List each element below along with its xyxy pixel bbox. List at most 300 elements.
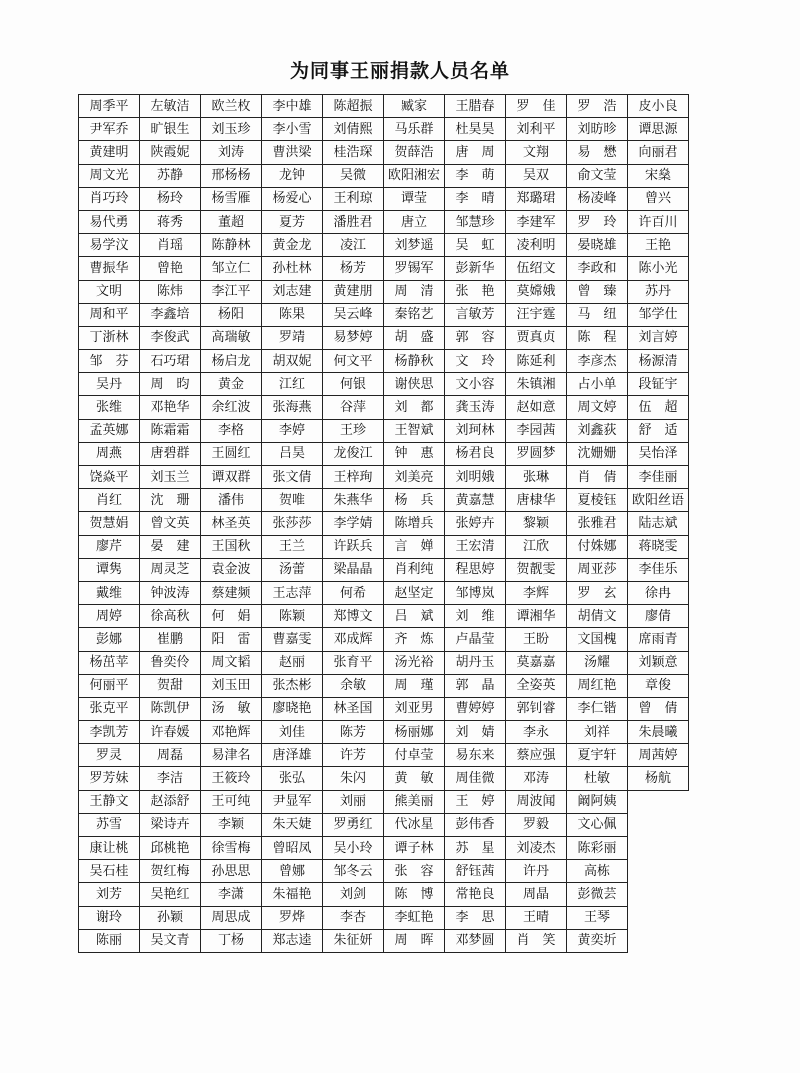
- name-cell: 向丽君: [628, 141, 689, 164]
- name-cell: 汪宇霆: [506, 303, 567, 326]
- table-row: [79, 628, 689, 651]
- name-cell: 潘伟: [201, 489, 262, 512]
- name-cell: 周文光: [79, 164, 140, 187]
- name-cell: 孙杜林: [262, 257, 323, 280]
- name-cell: 莫嫦娥: [506, 280, 567, 303]
- name-cell: 皮小良: [628, 95, 689, 118]
- name-cell: 张克平: [79, 697, 140, 720]
- name-cell: 赵添舒: [140, 790, 201, 813]
- name-cell: 廖芹: [79, 535, 140, 558]
- name-cell: 曹洪梁: [262, 141, 323, 164]
- name-cell: 唐碧群: [140, 442, 201, 465]
- name-cell: 张雅君: [567, 512, 628, 535]
- name-cell: 曾 臻: [567, 280, 628, 303]
- name-cell: 李俊武: [140, 326, 201, 349]
- name-cell: 舒钰茜: [445, 860, 506, 883]
- name-cell: 刘美亮: [384, 466, 445, 489]
- name-cell: 江欣: [506, 535, 567, 558]
- name-cell: 陈颖: [262, 605, 323, 628]
- name-cell: 宋燊: [628, 164, 689, 187]
- table-row: [79, 558, 689, 581]
- table-row: [79, 651, 689, 674]
- name-cell: 陈彩丽: [567, 837, 628, 860]
- name-cell: 张弘: [262, 767, 323, 790]
- name-cell: 何希: [323, 581, 384, 604]
- name-cell: 章俊: [628, 674, 689, 697]
- name-cell: 龙俊江: [323, 442, 384, 465]
- name-cell: 罗 玲: [567, 210, 628, 233]
- name-cell: 唐立: [384, 210, 445, 233]
- name-cell: 李鑫培: [140, 303, 201, 326]
- name-cell: 秦铭艺: [384, 303, 445, 326]
- name-cell: 曾娜: [262, 860, 323, 883]
- name-cell: 杨阳: [201, 303, 262, 326]
- name-cell: 李建军: [506, 210, 567, 233]
- table-row: [79, 883, 689, 906]
- table-row: [79, 442, 689, 465]
- name-cell: 汤光裕: [384, 651, 445, 674]
- name-cell: 陈延利: [506, 350, 567, 373]
- name-cell: 晏晓雄: [567, 234, 628, 257]
- name-cell: 蔡应强: [506, 744, 567, 767]
- name-cell: 言 婵: [384, 535, 445, 558]
- name-cell: 文小容: [445, 373, 506, 396]
- table-row: [79, 257, 689, 280]
- name-cell: 陈增兵: [384, 512, 445, 535]
- name-cell: 尹军乔: [79, 118, 140, 141]
- name-cell: 夏芳: [262, 210, 323, 233]
- name-cell: 杨茁苹: [79, 651, 140, 674]
- name-cell: 张 艳: [445, 280, 506, 303]
- name-cell: 易学汶: [79, 234, 140, 257]
- name-cell: 石巧珺: [140, 350, 201, 373]
- name-cell: 肖 笑: [506, 929, 567, 952]
- name-cell: 沈 珊: [140, 489, 201, 512]
- table-row: [79, 721, 689, 744]
- name-cell: 陈丽: [79, 929, 140, 952]
- name-cell: 丁杨: [201, 929, 262, 952]
- name-cell: 周波闻: [506, 790, 567, 813]
- name-cell: 陈静林: [201, 234, 262, 257]
- name-cell: 周佳微: [445, 767, 506, 790]
- name-cell: 朱福艳: [262, 883, 323, 906]
- name-cell: 邓成辉: [323, 628, 384, 651]
- name-cell: 杨芳: [323, 257, 384, 280]
- name-cell: 徐高秋: [140, 605, 201, 628]
- name-cell: 何 娟: [201, 605, 262, 628]
- name-cell: 俞文莹: [567, 164, 628, 187]
- name-cell: 文心佩: [567, 813, 628, 836]
- name-cell: 陈炜: [140, 280, 201, 303]
- name-cell: 肖利纯: [384, 558, 445, 581]
- name-cell: 朱征妍: [323, 929, 384, 952]
- name-cell: 胡丹玉: [445, 651, 506, 674]
- name-cell: 王兰: [262, 535, 323, 558]
- name-cell: 彭伟香: [445, 813, 506, 836]
- name-cell: 王晴: [506, 906, 567, 929]
- table-row: [79, 906, 689, 929]
- name-cell: 刘 都: [384, 396, 445, 419]
- name-cell: 龙钟: [262, 164, 323, 187]
- table-row: [79, 512, 689, 535]
- name-cell: 刘珂林: [445, 419, 506, 442]
- name-cell: 周 清: [384, 280, 445, 303]
- name-cell: 刘玉田: [201, 674, 262, 697]
- name-cell: 王琴: [567, 906, 628, 929]
- name-cell: 李政和: [567, 257, 628, 280]
- name-cell: 周燕: [79, 442, 140, 465]
- name-cell: 郭 晶: [445, 674, 506, 697]
- name-cell: 李杏: [323, 906, 384, 929]
- name-cell: 李辉: [506, 581, 567, 604]
- name-cell: 欧阳湘宏: [384, 164, 445, 187]
- name-cell: 曾昭凤: [262, 837, 323, 860]
- name-cell: 陈 博: [384, 883, 445, 906]
- name-cell: 李江平: [201, 280, 262, 303]
- name-cell: 罗锡军: [384, 257, 445, 280]
- name-cell: 王 婷: [445, 790, 506, 813]
- name-cell: 孙颖: [140, 906, 201, 929]
- name-cell: 杨静秋: [384, 350, 445, 373]
- name-cell: 廖倩: [628, 605, 689, 628]
- name-cell: 崔鹏: [140, 628, 201, 651]
- name-cell: 周文婷: [567, 396, 628, 419]
- name-cell: 谢侠思: [384, 373, 445, 396]
- name-cell: 高栋: [567, 860, 628, 883]
- table-row: [79, 350, 689, 373]
- name-cell: 唐棣华: [506, 489, 567, 512]
- empty-cell: [628, 929, 689, 952]
- name-cell: 何文平: [323, 350, 384, 373]
- name-cell: 郑璐珺: [506, 187, 567, 210]
- name-cell: 舒 适: [628, 419, 689, 442]
- name-cell: 左敏洁: [140, 95, 201, 118]
- name-cell: 康让桃: [79, 837, 140, 860]
- name-cell: 杨 兵: [384, 489, 445, 512]
- name-cell: 李格: [201, 419, 262, 442]
- table-row: [79, 674, 689, 697]
- table-row: [79, 210, 689, 233]
- name-cell: 戴维: [79, 581, 140, 604]
- name-cell: 王志萍: [262, 581, 323, 604]
- name-cell: 杜昊昊: [445, 118, 506, 141]
- name-cell: 肖瑶: [140, 234, 201, 257]
- name-cell: 熊美丽: [384, 790, 445, 813]
- name-cell: 李凯芳: [79, 721, 140, 744]
- name-cell: 何银: [323, 373, 384, 396]
- empty-cell: [628, 883, 689, 906]
- name-cell: 沈姗姗: [567, 442, 628, 465]
- name-cell: 刘芳: [79, 883, 140, 906]
- name-cell: 钟 惠: [384, 442, 445, 465]
- name-cell: 文翔: [506, 141, 567, 164]
- name-cell: 罗 玄: [567, 581, 628, 604]
- name-cell: 言敏芳: [445, 303, 506, 326]
- name-cell: 罗圆梦: [506, 442, 567, 465]
- name-cell: 黄金龙: [262, 234, 323, 257]
- name-cell: 许跃兵: [323, 535, 384, 558]
- name-cell: 陕霞妮: [140, 141, 201, 164]
- name-cell: 刘丽: [323, 790, 384, 813]
- name-cell: 邱桃艳: [140, 837, 201, 860]
- name-cell: 李彦杰: [567, 350, 628, 373]
- name-cell: 付卓莹: [384, 744, 445, 767]
- name-cell: 马 纽: [567, 303, 628, 326]
- table-row: [79, 396, 689, 419]
- table-row: [79, 118, 689, 141]
- table-row: [79, 929, 689, 952]
- document-title: 为同事王丽捐款人员名单: [289, 60, 510, 82]
- name-cell: 杨雪雁: [201, 187, 262, 210]
- name-cell: 周 瑾: [384, 674, 445, 697]
- name-cell: 郑博文: [323, 605, 384, 628]
- name-cell: 周红艳: [567, 674, 628, 697]
- name-cell: 黎颖: [506, 512, 567, 535]
- name-cell: 李园茜: [506, 419, 567, 442]
- table-row: [79, 95, 689, 118]
- name-cell: 杨启龙: [201, 350, 262, 373]
- name-cell: 苏雪: [79, 813, 140, 836]
- name-cell: 欧兰枚: [201, 95, 262, 118]
- name-cell: 周灵芝: [140, 558, 201, 581]
- name-cell: 罗烨: [262, 906, 323, 929]
- name-cell: 彭微芸: [567, 883, 628, 906]
- name-cell: 邹学仕: [628, 303, 689, 326]
- name-cell: 杨君良: [445, 442, 506, 465]
- name-cell: 席雨青: [628, 628, 689, 651]
- name-cell: 王盼: [506, 628, 567, 651]
- name-cell: 李颖: [201, 813, 262, 836]
- name-cell: 汤蕾: [262, 558, 323, 581]
- table-row: [79, 860, 689, 883]
- name-cell: 王利琼: [323, 187, 384, 210]
- name-cell: 易津名: [201, 744, 262, 767]
- name-cell: 赵如意: [506, 396, 567, 419]
- name-cell: 欧阳丝语: [628, 489, 689, 512]
- name-cell: 齐 炼: [384, 628, 445, 651]
- name-cell: 罗靖: [262, 326, 323, 349]
- name-cell: 李佳乐: [628, 558, 689, 581]
- name-cell: 刘言婷: [628, 326, 689, 349]
- name-cell: 罗芳妹: [79, 767, 140, 790]
- name-cell: 袁金波: [201, 558, 262, 581]
- name-cell: 吴艳红: [140, 883, 201, 906]
- name-cell: 罗 佳: [506, 95, 567, 118]
- name-cell: 易 懋: [567, 141, 628, 164]
- name-cell: 刘 维: [445, 605, 506, 628]
- table-row: [79, 466, 689, 489]
- name-cell: 朱晨曦: [628, 721, 689, 744]
- name-cell: 易梦婷: [323, 326, 384, 349]
- name-cell: 朱天婕: [262, 813, 323, 836]
- name-cell: 朱燕华: [323, 489, 384, 512]
- name-cell: 唐泽雄: [262, 744, 323, 767]
- name-cell: 李 晴: [445, 187, 506, 210]
- name-cell: 邓艳华: [140, 396, 201, 419]
- name-cell: 刘 婧: [445, 721, 506, 744]
- name-cell: 刘玉兰: [140, 466, 201, 489]
- name-cell: 汤 敏: [201, 697, 262, 720]
- table-row: [79, 164, 689, 187]
- name-cell: 杨航: [628, 767, 689, 790]
- name-cell: 占小单: [567, 373, 628, 396]
- name-cell: 周 昀: [140, 373, 201, 396]
- name-cell: 旷银生: [140, 118, 201, 141]
- name-cell: 张育平: [323, 651, 384, 674]
- name-cell: 曹振华: [79, 257, 140, 280]
- name-cell: 陈超振: [323, 95, 384, 118]
- name-cell: 饶焱平: [79, 466, 140, 489]
- name-cell: 全姿英: [506, 674, 567, 697]
- name-cell: 周磊: [140, 744, 201, 767]
- name-cell: 程思婷: [445, 558, 506, 581]
- table-row: [79, 489, 689, 512]
- name-cell: 谭思源: [628, 118, 689, 141]
- name-cell: 彭新华: [445, 257, 506, 280]
- name-cell: 苏静: [140, 164, 201, 187]
- name-cell: 何丽平: [79, 674, 140, 697]
- table-row: [79, 303, 689, 326]
- name-cell: 夏宇轩: [567, 744, 628, 767]
- name-cell: 陈果: [262, 303, 323, 326]
- name-cell: 贾真贞: [506, 326, 567, 349]
- name-cell: 黄金: [201, 373, 262, 396]
- donor-name-table-body: [79, 95, 689, 953]
- name-cell: 刘昉昣: [567, 118, 628, 141]
- table-row: [79, 280, 689, 303]
- table-row: [79, 744, 689, 767]
- name-cell: 林圣国: [323, 697, 384, 720]
- name-cell: 贺唯: [262, 489, 323, 512]
- name-cell: 凌江: [323, 234, 384, 257]
- name-cell: 陈 程: [567, 326, 628, 349]
- name-cell: 彭娜: [79, 628, 140, 651]
- name-cell: 莫嘉嘉: [506, 651, 567, 674]
- name-cell: 李虹艳: [384, 906, 445, 929]
- name-cell: 刘亚男: [384, 697, 445, 720]
- empty-cell: [628, 790, 689, 813]
- name-cell: 蔡建频: [201, 581, 262, 604]
- name-cell: 肖红: [79, 489, 140, 512]
- name-cell: 吕昊: [262, 442, 323, 465]
- name-cell: 王可纯: [201, 790, 262, 813]
- name-cell: 周茜婷: [628, 744, 689, 767]
- name-cell: 龚玉涛: [445, 396, 506, 419]
- name-cell: 杨源清: [628, 350, 689, 373]
- name-cell: 朱闪: [323, 767, 384, 790]
- name-cell: 林圣英: [201, 512, 262, 535]
- name-cell: 许百川: [628, 210, 689, 233]
- name-cell: 高瑞敏: [201, 326, 262, 349]
- name-cell: 吴石桂: [79, 860, 140, 883]
- table-row: [79, 813, 689, 836]
- name-cell: 刘颖意: [628, 651, 689, 674]
- name-cell: 刘玉珍: [201, 118, 262, 141]
- name-cell: 余红波: [201, 396, 262, 419]
- name-cell: 郑志逵: [262, 929, 323, 952]
- name-cell: 吴云峰: [323, 303, 384, 326]
- name-cell: 张 容: [384, 860, 445, 883]
- name-cell: 刘剑: [323, 883, 384, 906]
- name-cell: 贺慧娟: [79, 512, 140, 535]
- name-cell: 谷萍: [323, 396, 384, 419]
- name-cell: 杨玲: [140, 187, 201, 210]
- name-cell: 王珍: [323, 419, 384, 442]
- name-cell: 胡双妮: [262, 350, 323, 373]
- name-cell: 李中雄: [262, 95, 323, 118]
- name-cell: 刘倩熙: [323, 118, 384, 141]
- name-cell: 刘志建: [262, 280, 323, 303]
- name-cell: 吴微: [323, 164, 384, 187]
- name-cell: 谭莹: [384, 187, 445, 210]
- name-cell: 晏 建: [140, 535, 201, 558]
- name-cell: 邹博岚: [445, 581, 506, 604]
- name-cell: 邓艳辉: [201, 721, 262, 744]
- name-cell: 陆志斌: [628, 512, 689, 535]
- name-cell: 张维: [79, 396, 140, 419]
- name-cell: 王艳: [628, 234, 689, 257]
- table-row: [79, 790, 689, 813]
- name-cell: 陈小光: [628, 257, 689, 280]
- table-row: [79, 187, 689, 210]
- name-cell: 吴小玲: [323, 837, 384, 860]
- name-cell: 张婷卉: [445, 512, 506, 535]
- name-cell: 罗勇红: [323, 813, 384, 836]
- name-cell: 李小雪: [262, 118, 323, 141]
- name-cell: 代冰星: [384, 813, 445, 836]
- name-cell: 王腊春: [445, 95, 506, 118]
- name-cell: 刘佳: [262, 721, 323, 744]
- empty-cell: [628, 813, 689, 836]
- name-cell: 谢玲: [79, 906, 140, 929]
- name-cell: 杨丽娜: [384, 721, 445, 744]
- name-cell: 王梓珣: [323, 466, 384, 489]
- name-cell: 王国秋: [201, 535, 262, 558]
- name-cell: 贺薛浩: [384, 141, 445, 164]
- name-cell: 伍绍文: [506, 257, 567, 280]
- name-cell: 李 萌: [445, 164, 506, 187]
- name-cell: 曾兴: [628, 187, 689, 210]
- name-cell: 唐 周: [445, 141, 506, 164]
- name-cell: 贺甜: [140, 674, 201, 697]
- table-row: [79, 234, 689, 257]
- name-cell: 许芳: [323, 744, 384, 767]
- name-cell: 臧家: [384, 95, 445, 118]
- name-cell: 卢晶莹: [445, 628, 506, 651]
- name-cell: 苏丹: [628, 280, 689, 303]
- name-cell: 陈芳: [323, 721, 384, 744]
- name-cell: 苏 星: [445, 837, 506, 860]
- name-cell: 邢杨杨: [201, 164, 262, 187]
- name-cell: 李潇: [201, 883, 262, 906]
- name-cell: 曾艳: [140, 257, 201, 280]
- name-cell: 肖巧玲: [79, 187, 140, 210]
- name-cell: 李佳丽: [628, 466, 689, 489]
- name-cell: 段钲宇: [628, 373, 689, 396]
- name-cell: 徐冉: [628, 581, 689, 604]
- name-cell: 周和平: [79, 303, 140, 326]
- name-cell: 黄建朋: [323, 280, 384, 303]
- name-cell: 朱镇湘: [506, 373, 567, 396]
- name-cell: 张海燕: [262, 396, 323, 419]
- table-row: [79, 697, 689, 720]
- name-cell: 王筱玲: [201, 767, 262, 790]
- name-cell: 吴文青: [140, 929, 201, 952]
- name-cell: 李婷: [262, 419, 323, 442]
- name-cell: 陈凯伊: [140, 697, 201, 720]
- name-cell: 潘胜君: [323, 210, 384, 233]
- table-row: [79, 767, 689, 790]
